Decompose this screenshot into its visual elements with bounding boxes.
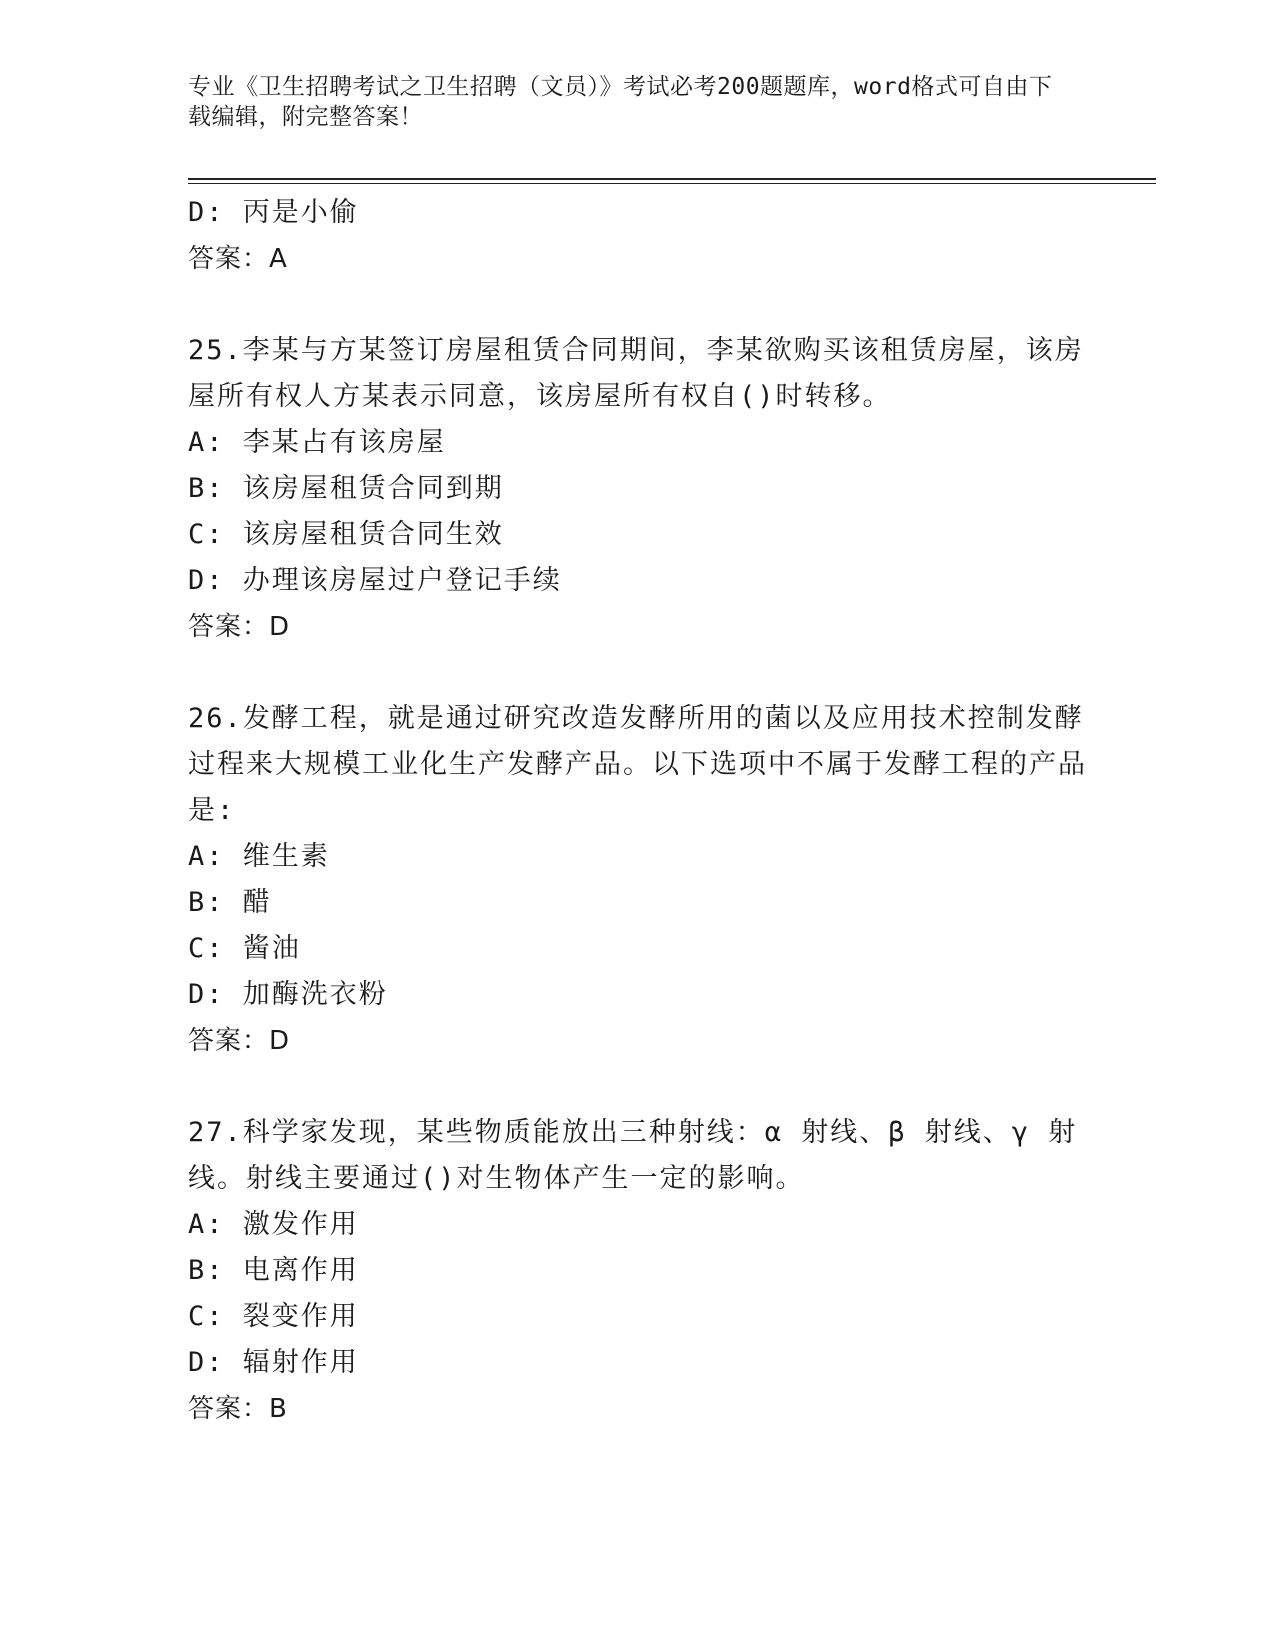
question-stem: 26.发酵工程，就是通过研究改造发酵所用的菌以及应用技术控制发酵过程来大规模工业化生产发酵产品。以下选项中不属于发酵工程的产品是: — [188, 703, 1087, 826]
option-a: A: 维生素 — [188, 841, 330, 872]
option-a: A: 李某占有该房屋 — [188, 427, 446, 458]
option-b: B: 该房屋租赁合同到期 — [188, 473, 504, 504]
header-rule-thick — [188, 178, 1156, 180]
answer: 答案：D — [188, 1026, 291, 1056]
question-25 — [188, 328, 1088, 650]
option-d: D: 辐射作用 — [188, 1347, 359, 1378]
question-list — [188, 190, 1088, 1432]
option-c: C: 裂变作用 — [188, 1301, 359, 1332]
spacer — [188, 282, 1088, 328]
question-stem: 27.科学家发现，某些物质能放出三种射线：α 射线、β 射线、γ 射线。射线主要通过()对生物体产生一定的影响。 — [188, 1117, 1078, 1194]
question-27 — [188, 1110, 1088, 1432]
header-rule-thin — [188, 183, 1156, 184]
question-stem: 25.李某与方某签订房屋租赁合同期间，李某欲购买该租赁房屋，该房屋所有权人方某表示同意，该房屋所有权自()时转移。 — [188, 335, 1084, 412]
option-c: C: 该房屋租赁合同生效 — [188, 519, 504, 550]
question-26 — [188, 696, 1088, 1064]
spacer — [188, 1064, 1088, 1110]
option-d: D: 办理该房屋过户登记手续 — [188, 565, 562, 596]
option-b: B: 醋 — [188, 887, 272, 918]
option-c: C: 酱油 — [188, 933, 301, 964]
answer: 答案：B — [188, 1394, 288, 1424]
answer: 答案：D — [188, 612, 291, 642]
document-header: 专业《卫生招聘考试之卫生招聘（文员）》考试必考200题题库，word格式可自由下载编辑，附完整答案！ — [188, 74, 1053, 130]
option-d: D: 加酶洗衣粉 — [188, 979, 388, 1010]
spacer — [188, 650, 1088, 696]
carryover-answer: 答案：A — [188, 244, 288, 274]
option-b: B: 电离作用 — [188, 1255, 359, 1286]
option-a: A: 激发作用 — [188, 1209, 359, 1240]
carryover-option-d: D: 丙是小偷 — [188, 197, 359, 228]
